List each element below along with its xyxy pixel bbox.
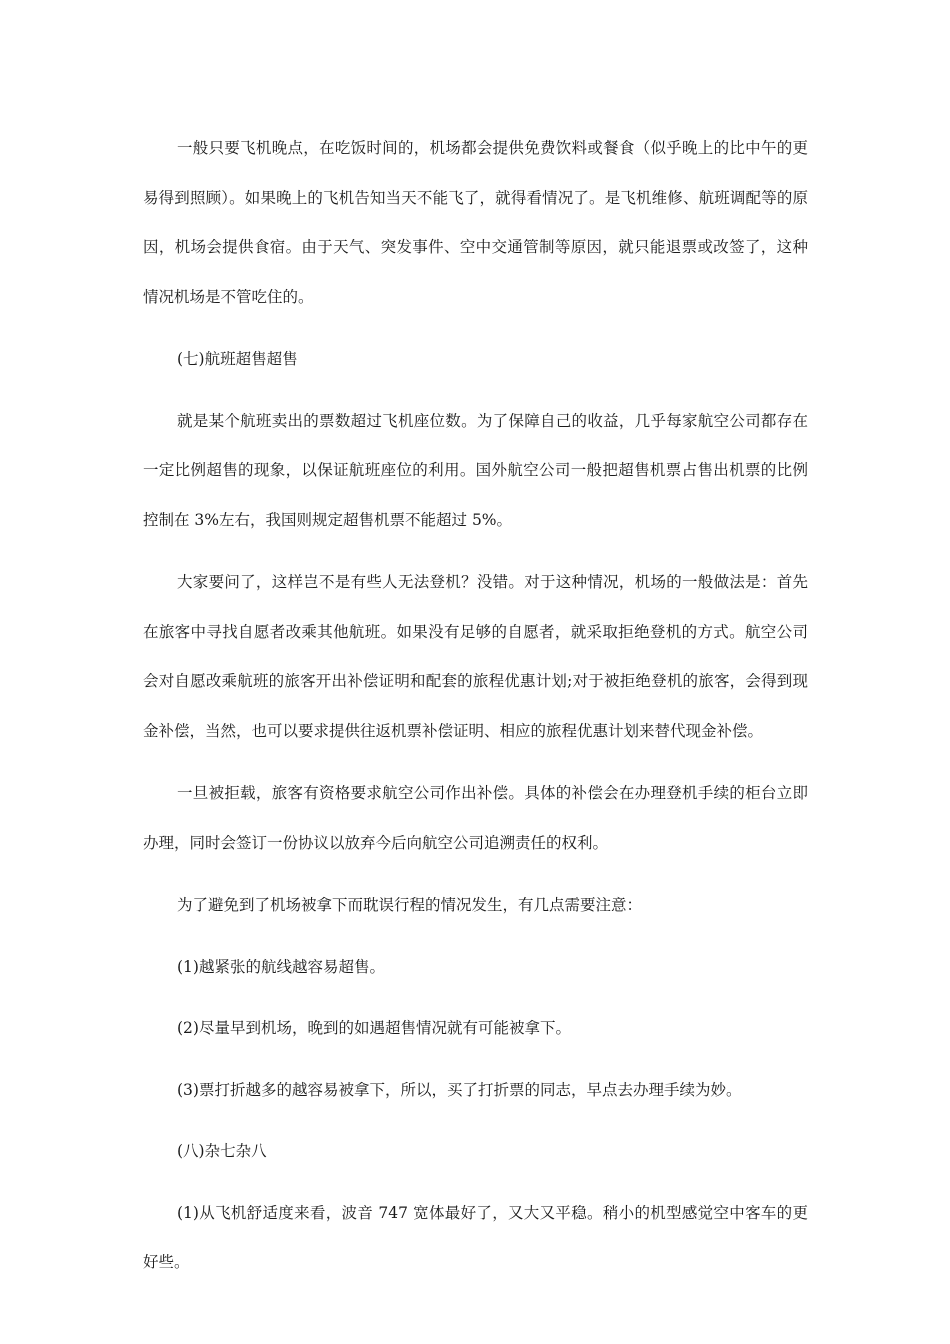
paragraph-meal-policy: 一般只要飞机晚点，在吃饭时间的，机场都会提供免费饮料或餐食（似乎晚上的比中午的更易得到照顾）。如果晚上的飞机告知当天不能飞了，就得看情况了。是飞机维修、航班调配等的原因，机场会提供食宿。由于天气、突发事件、空中交通管制等原因，就只能退票或改签了，这种情况机场是不管吃住的。: [143, 139, 808, 306]
list-item-tip-1: (1)越紧张的航线越容易超售。: [177, 957, 385, 976]
section-heading-overbooking: (七)航班超售超售: [177, 350, 298, 368]
list-item-misc-1: (1)从飞机舒适度来看，波音 747 宽体最好了，又大又平稳。稍小的机型感觉空中客车的更好些。: [143, 1203, 808, 1271]
paragraph-denied-boarding: 大家要问了，这样岂不是有些人无法登机？没错。对于这种情况，机场的一般做法是：首先在旅客中寻找自愿者改乘其他航班。如果没有足够的自愿者，就采取拒绝登机的方式。航空公司会对自愿改乘航班的旅客开出补偿证明和配套的旅程优惠计划;对于被拒绝登机的旅客，会得到现金补偿，当然，也可以要求提供往返机票补偿证明、相应的旅程优惠计划来替代现金补偿。: [143, 573, 808, 740]
section-heading-misc: (八)杂七杂八: [177, 1142, 267, 1160]
paragraph-tips-intro: 为了避免到了机场被拿下而耽误行程的情况发生，有几点需要注意：: [177, 896, 643, 914]
paragraph-compensation: 一旦被拒载，旅客有资格要求航空公司作出补偿。具体的补偿会在办理登机手续的柜台立即办理，同时会签订一份协议以放弃今后向航空公司追溯责任的权利。: [143, 784, 808, 852]
list-item-tip-2: (2)尽量早到机场，晚到的如遇超售情况就有可能被拿下。: [177, 1019, 571, 1037]
document-body: [143, 124, 808, 1301]
list-item-tip-3: (3)票打折越多的越容易被拿下，所以，买了打折票的同志，早点去办理手续为妙。: [177, 1080, 742, 1099]
paragraph-overbooking-definition: 就是某个航班卖出的票数超过飞机座位数。为了保障自己的收益，几乎每家航空公司都存在一定比例超售的现象，以保证航班座位的利用。国外航空公司一般把超售机票占售出机票的比例控制在 3%左右，我国则规定超售机票不能超过 5%。: [143, 411, 808, 529]
